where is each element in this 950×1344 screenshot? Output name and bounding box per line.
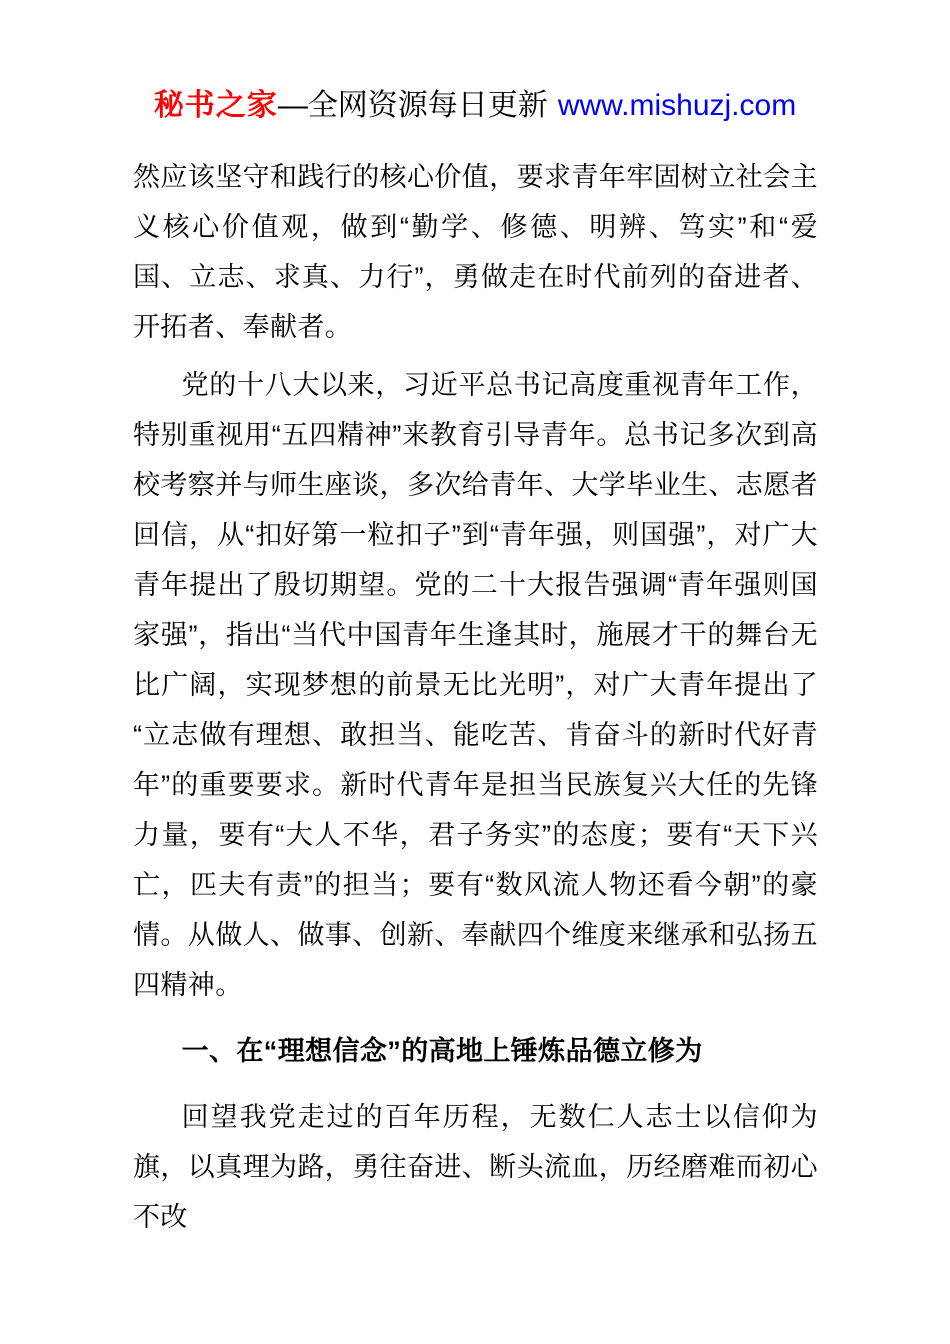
body-paragraph: 回望我党走过的百年历程，无数仁人志士以信仰为旗，以真理为路，勇往奋进、断头流血，历经磨难而初心不改 xyxy=(133,1102,818,1232)
site-tagline: —全网资源每日更新 xyxy=(277,89,548,122)
site-name: 秘书之家 xyxy=(153,89,278,122)
body-paragraph: 党的十八大以来，习近平总书记高度重视青年工作，特别重视用“五四精神”来教育引导青年。总书记多次到高校考察并与师生座谈，多次给青年、大学毕业生、志愿者回信，从“扣好第一粒扣子”到“青年强，则国强”，对广大青年提出了殷切期望。党的二十大报告强调“青年强则国家强”，指出“当代中国青年生逢其时，施展才干的舞台无比广阔，实现梦想的前景无比光明”，对广大青年提出了“立志做有理想、敢担当、能吃苦、肯奋斗的新时代好青年”的重要要求。新时代青年是担当民族复兴大任的先锋力量，要有“大人不华，君子务实”的态度；要有“天下兴亡，匹夫有责”的担当；要有“数风流人物还看今朝”的豪情。从做人、做事、创新、奉献四个维度来继承和弘扬五四精神。 xyxy=(133,370,818,1000)
document-body xyxy=(133,152,818,1242)
body-paragraph: 然应该坚守和践行的核心价值，要求青年牢固树立社会主义核心价值观，做到“勤学、修德、明辨、笃实”和“爱国、立志、求真、力行”，勇做走在时代前列的奋进者、开拓者、奉献者。 xyxy=(133,162,818,342)
section-heading: 一、在“理想信念”的高地上锤炼品德立修为 xyxy=(181,1036,703,1066)
site-header xyxy=(0,0,950,126)
site-url-link[interactable]: www.mishuzj.com xyxy=(557,89,797,122)
